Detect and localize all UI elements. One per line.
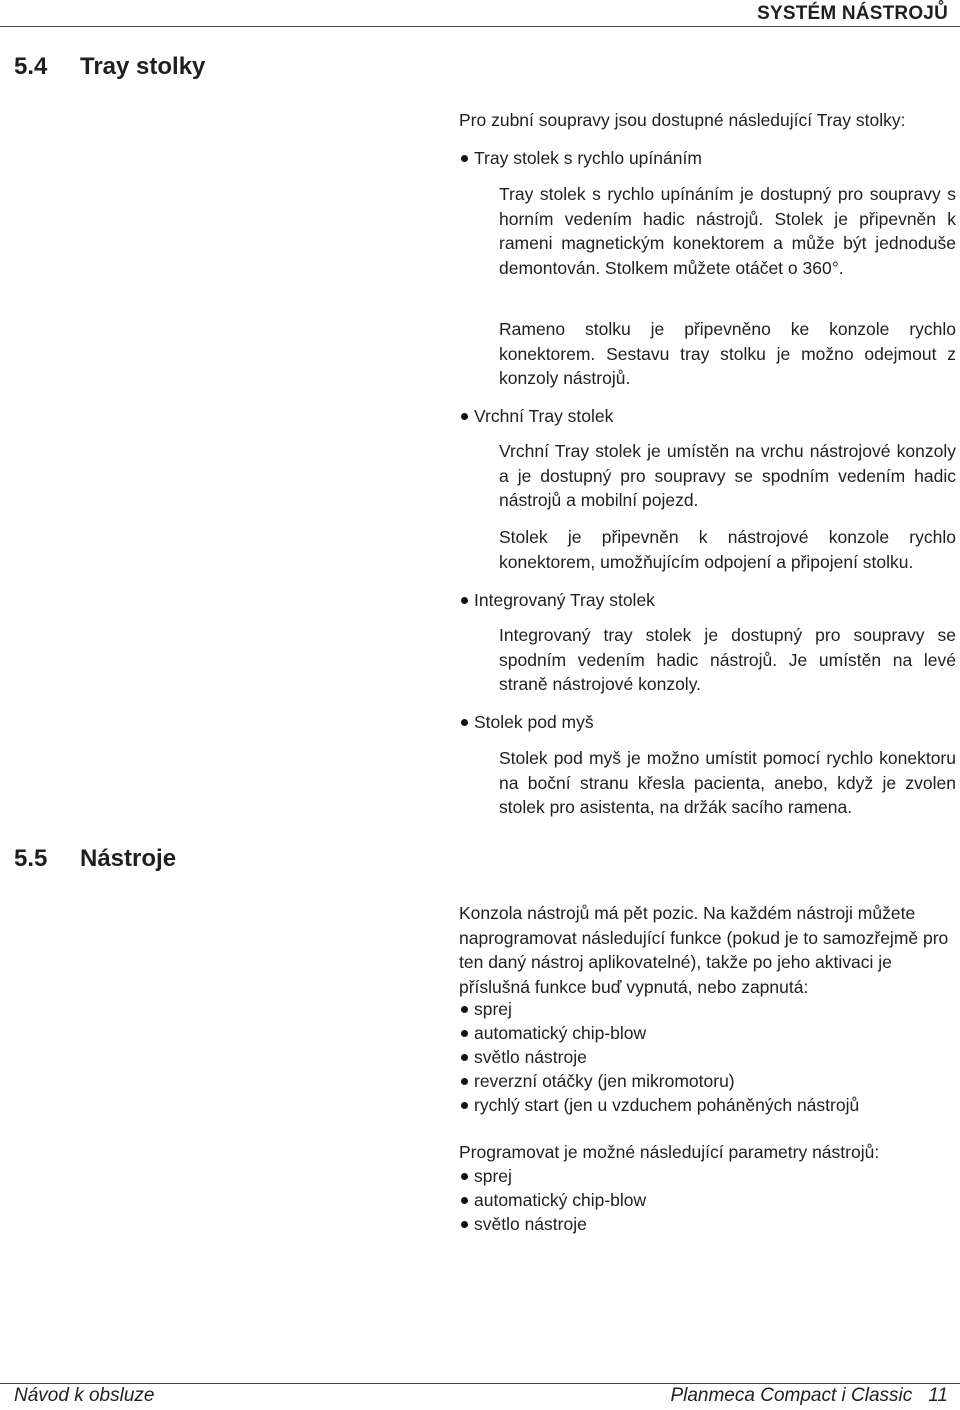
bullet-icon xyxy=(461,155,468,162)
bullet-icon xyxy=(461,1221,468,1228)
list-item: sprej xyxy=(459,1164,646,1188)
bullet-icon xyxy=(461,1054,468,1061)
tray-item-label: Vrchní Tray stolek xyxy=(474,406,614,426)
list-item: sprej xyxy=(459,997,859,1021)
header-title: SYSTÉM NÁSTROJŮ xyxy=(757,3,948,24)
bullet-icon xyxy=(461,1078,468,1085)
tray-item-quick-release xyxy=(459,146,702,170)
list-item: světlo nástroje xyxy=(459,1212,646,1236)
tray-item-paragraph: Tray stolek s rychlo upínáním je dostupný pro soupravy s horním vedením hadic nástrojů. Stolek je připevněn k rameni magnetickým konektorem a může být jednoduše demontován. Stolkem můžete otáčet o 360°. xyxy=(499,184,956,279)
tray-item-label: Stolek pod myš xyxy=(474,712,594,732)
params-intro: Programovat je možné následující parametry nástrojů: xyxy=(459,1142,880,1162)
bullet-icon xyxy=(461,1102,468,1109)
section-heading-5-4 xyxy=(14,53,205,81)
list-item: rychlý start (jen u vzduchem poháněných nástrojů xyxy=(459,1093,859,1117)
instrument-params-list xyxy=(459,1164,646,1236)
footer-divider xyxy=(0,1383,960,1384)
bullet-icon xyxy=(461,1006,468,1013)
footer-product: Planmeca Compact i Classic xyxy=(670,1385,913,1406)
section-intro: Konzola nástrojů má pět pozic. Na každém nástroji můžete naprogramovat následující funkce (pokud je to samozřejmě pro ten daný nástroj aplikovatelné), takže po jeho aktivaci je příslušná funkce buď vypnutá, nebo zapnutá: xyxy=(459,903,949,998)
page-number: 11 xyxy=(928,1385,948,1406)
section-number: 5.5 xyxy=(14,845,48,872)
tray-item-label: Integrovaný Tray stolek xyxy=(474,590,655,610)
header-divider xyxy=(0,26,960,27)
list-item: automatický chip-blow xyxy=(459,1021,859,1045)
tray-item-paragraph: Integrovaný tray stolek je dostupný pro soupravy se spodním vedením hadic nástrojů. Je umístěn na levé straně nástrojové konzoly. xyxy=(499,625,956,695)
footer-right xyxy=(670,1385,948,1407)
tray-item-paragraph: Stolek pod myš je možno umístit pomocí rychlo konektoru na boční stranu křesla pacienta, anebo, když je zvolen stolek pro asistenta, na držák sacího ramena. xyxy=(499,748,956,818)
bullet-icon xyxy=(461,413,468,420)
tray-item-mouse xyxy=(459,710,594,734)
section-title: Nástroje xyxy=(80,845,177,872)
tray-item-integrated xyxy=(459,588,655,612)
bullet-icon xyxy=(461,1173,468,1180)
section-intro: Pro zubní soupravy jsou dostupné následující Tray stolky: xyxy=(459,110,906,130)
section-heading-5-5 xyxy=(14,845,176,873)
tray-item-paragraph: Rameno stolku je připevněno ke konzole rychlo konektorem. Sestavu tray stolku je možno odejmout z konzoly nástrojů. xyxy=(499,319,956,389)
section-number: 5.4 xyxy=(14,53,48,80)
tray-item-paragraph: Vrchní Tray stolek je umístěn na vrchu nástrojové konzoly a je dostupný pro soupravy se spodním vedením hadic nástrojů a mobilní pojezd. xyxy=(499,441,956,511)
instrument-functions-list xyxy=(459,997,859,1117)
section-title: Tray stolky xyxy=(80,53,206,80)
list-item: reverzní otáčky (jen mikromotoru) xyxy=(459,1069,859,1093)
footer-manual-title: Návod k obsluze xyxy=(14,1385,155,1406)
bullet-icon xyxy=(461,1197,468,1204)
bullet-icon xyxy=(461,1030,468,1037)
bullet-icon xyxy=(461,719,468,726)
bullet-icon xyxy=(461,597,468,604)
tray-item-paragraph: Stolek je připevněn k nástrojové konzole rychlo konektorem, umožňujícím odpojení a připojení stolku. xyxy=(499,527,956,572)
tray-item-top xyxy=(459,404,613,428)
list-item: světlo nástroje xyxy=(459,1045,859,1069)
tray-item-label: Tray stolek s rychlo upínáním xyxy=(474,148,702,168)
list-item: automatický chip-blow xyxy=(459,1188,646,1212)
